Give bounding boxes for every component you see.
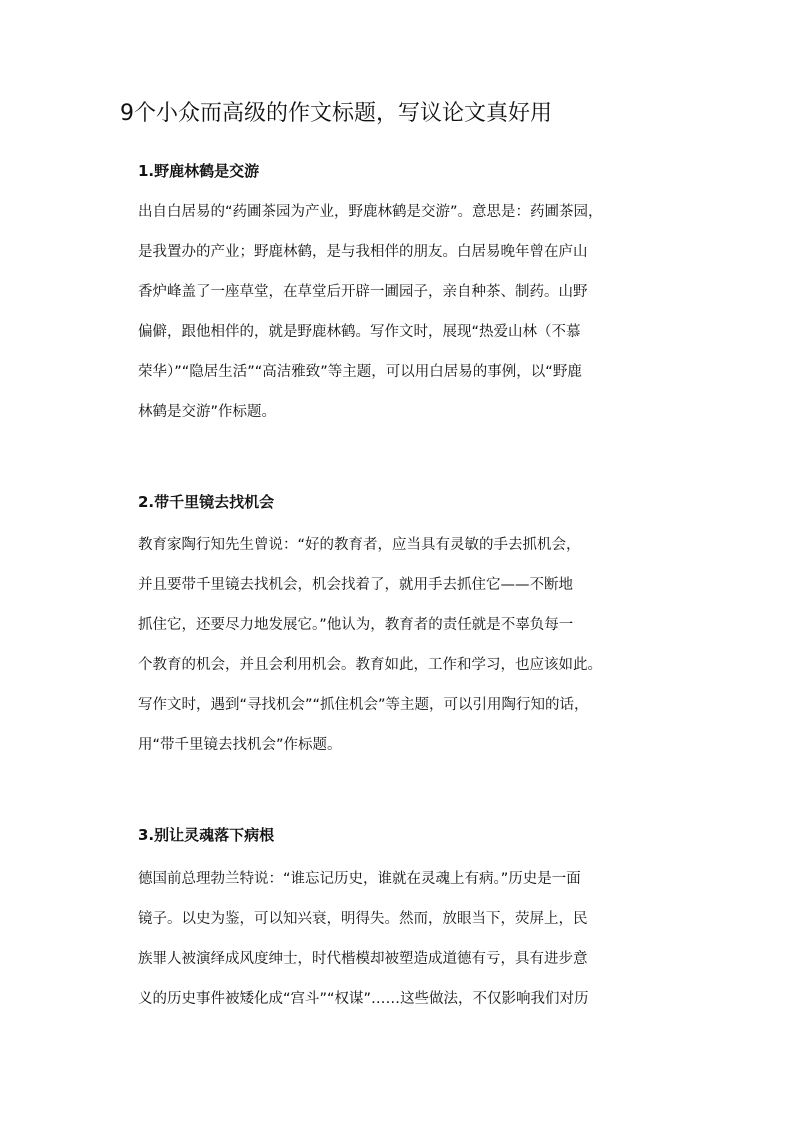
section-2-line-6: 用“带千里镜去找机会”作标题。 [138, 737, 342, 753]
section-3-line-2: 镜子。以史为鉴，可以知兴衰，明得失。然而，放眼当下，荧屏上，民 [138, 911, 588, 927]
section-3-line-1: 德国前总理勃兰特说：“谁忘记历史，谁就在灵魂上有病。”历史是一面 [138, 871, 581, 887]
section-3-heading: 3.别让灵魂落下病根 [138, 826, 275, 844]
section-2-line-3: 抓住它，还要尽力地发展它。”他认为，教育者的责任就是不辜负每一 [138, 617, 574, 633]
section-1-line-4: 偏僻，跟他相伴的，就是野鹿林鹤。写作文时，展现“热爱山林（不慕 [138, 324, 581, 340]
section-1-line-6: 林鹤是交游”作标题。 [138, 404, 277, 420]
section-2-line-5: 写作文时，遇到“寻找机会”“抓住机会”等主题，可以引用陶行知的话， [138, 697, 589, 713]
section-2-line-2: 并且要带千里镜去找机会，机会找着了，就用手去抓住它——不断地 [138, 577, 573, 593]
document-title: 9个小众而高级的作文标题，写议论文真好用 [120, 101, 552, 126]
section-3-line-3: 族罪人被演绎成风度绅士，时代楷模却被塑造成道德有亏，具有进步意 [138, 951, 588, 967]
section-1-heading: 1.野鹿林鹤是交游 [138, 162, 260, 180]
section-1-line-1: 出自白居易的“药圃茶园为产业，野鹿林鹤是交游”。意思是：药圃茶园， [138, 204, 603, 220]
section-1-line-2: 是我置办的产业；野鹿林鹤，是与我相伴的朋友。白居易晚年曾在庐山 [138, 244, 588, 260]
section-1-line-5: 荣华）”“隐居生活”“高洁雅致”等主题，可以用白居易的事例，以“野鹿 [138, 364, 582, 380]
section-2-line-1: 教育家陶行知先生曾说：“好的教育者，应当具有灵敏的手去抓机会， [138, 537, 581, 553]
section-1-line-3: 香炉峰盖了一座草堂，在草堂后开辟一圃园子，亲自种茶、制药。山野 [138, 284, 588, 300]
section-2-heading: 2.带千里镜去找机会 [138, 493, 275, 511]
section-2-line-4: 个教育的机会，并且会利用机会。教育如此，工作和学习，也应该如此。 [138, 657, 602, 673]
section-3-line-4: 义的历史事件被矮化成“宫斗”“权谋”……这些做法，不仅影响我们对历 [138, 991, 589, 1007]
